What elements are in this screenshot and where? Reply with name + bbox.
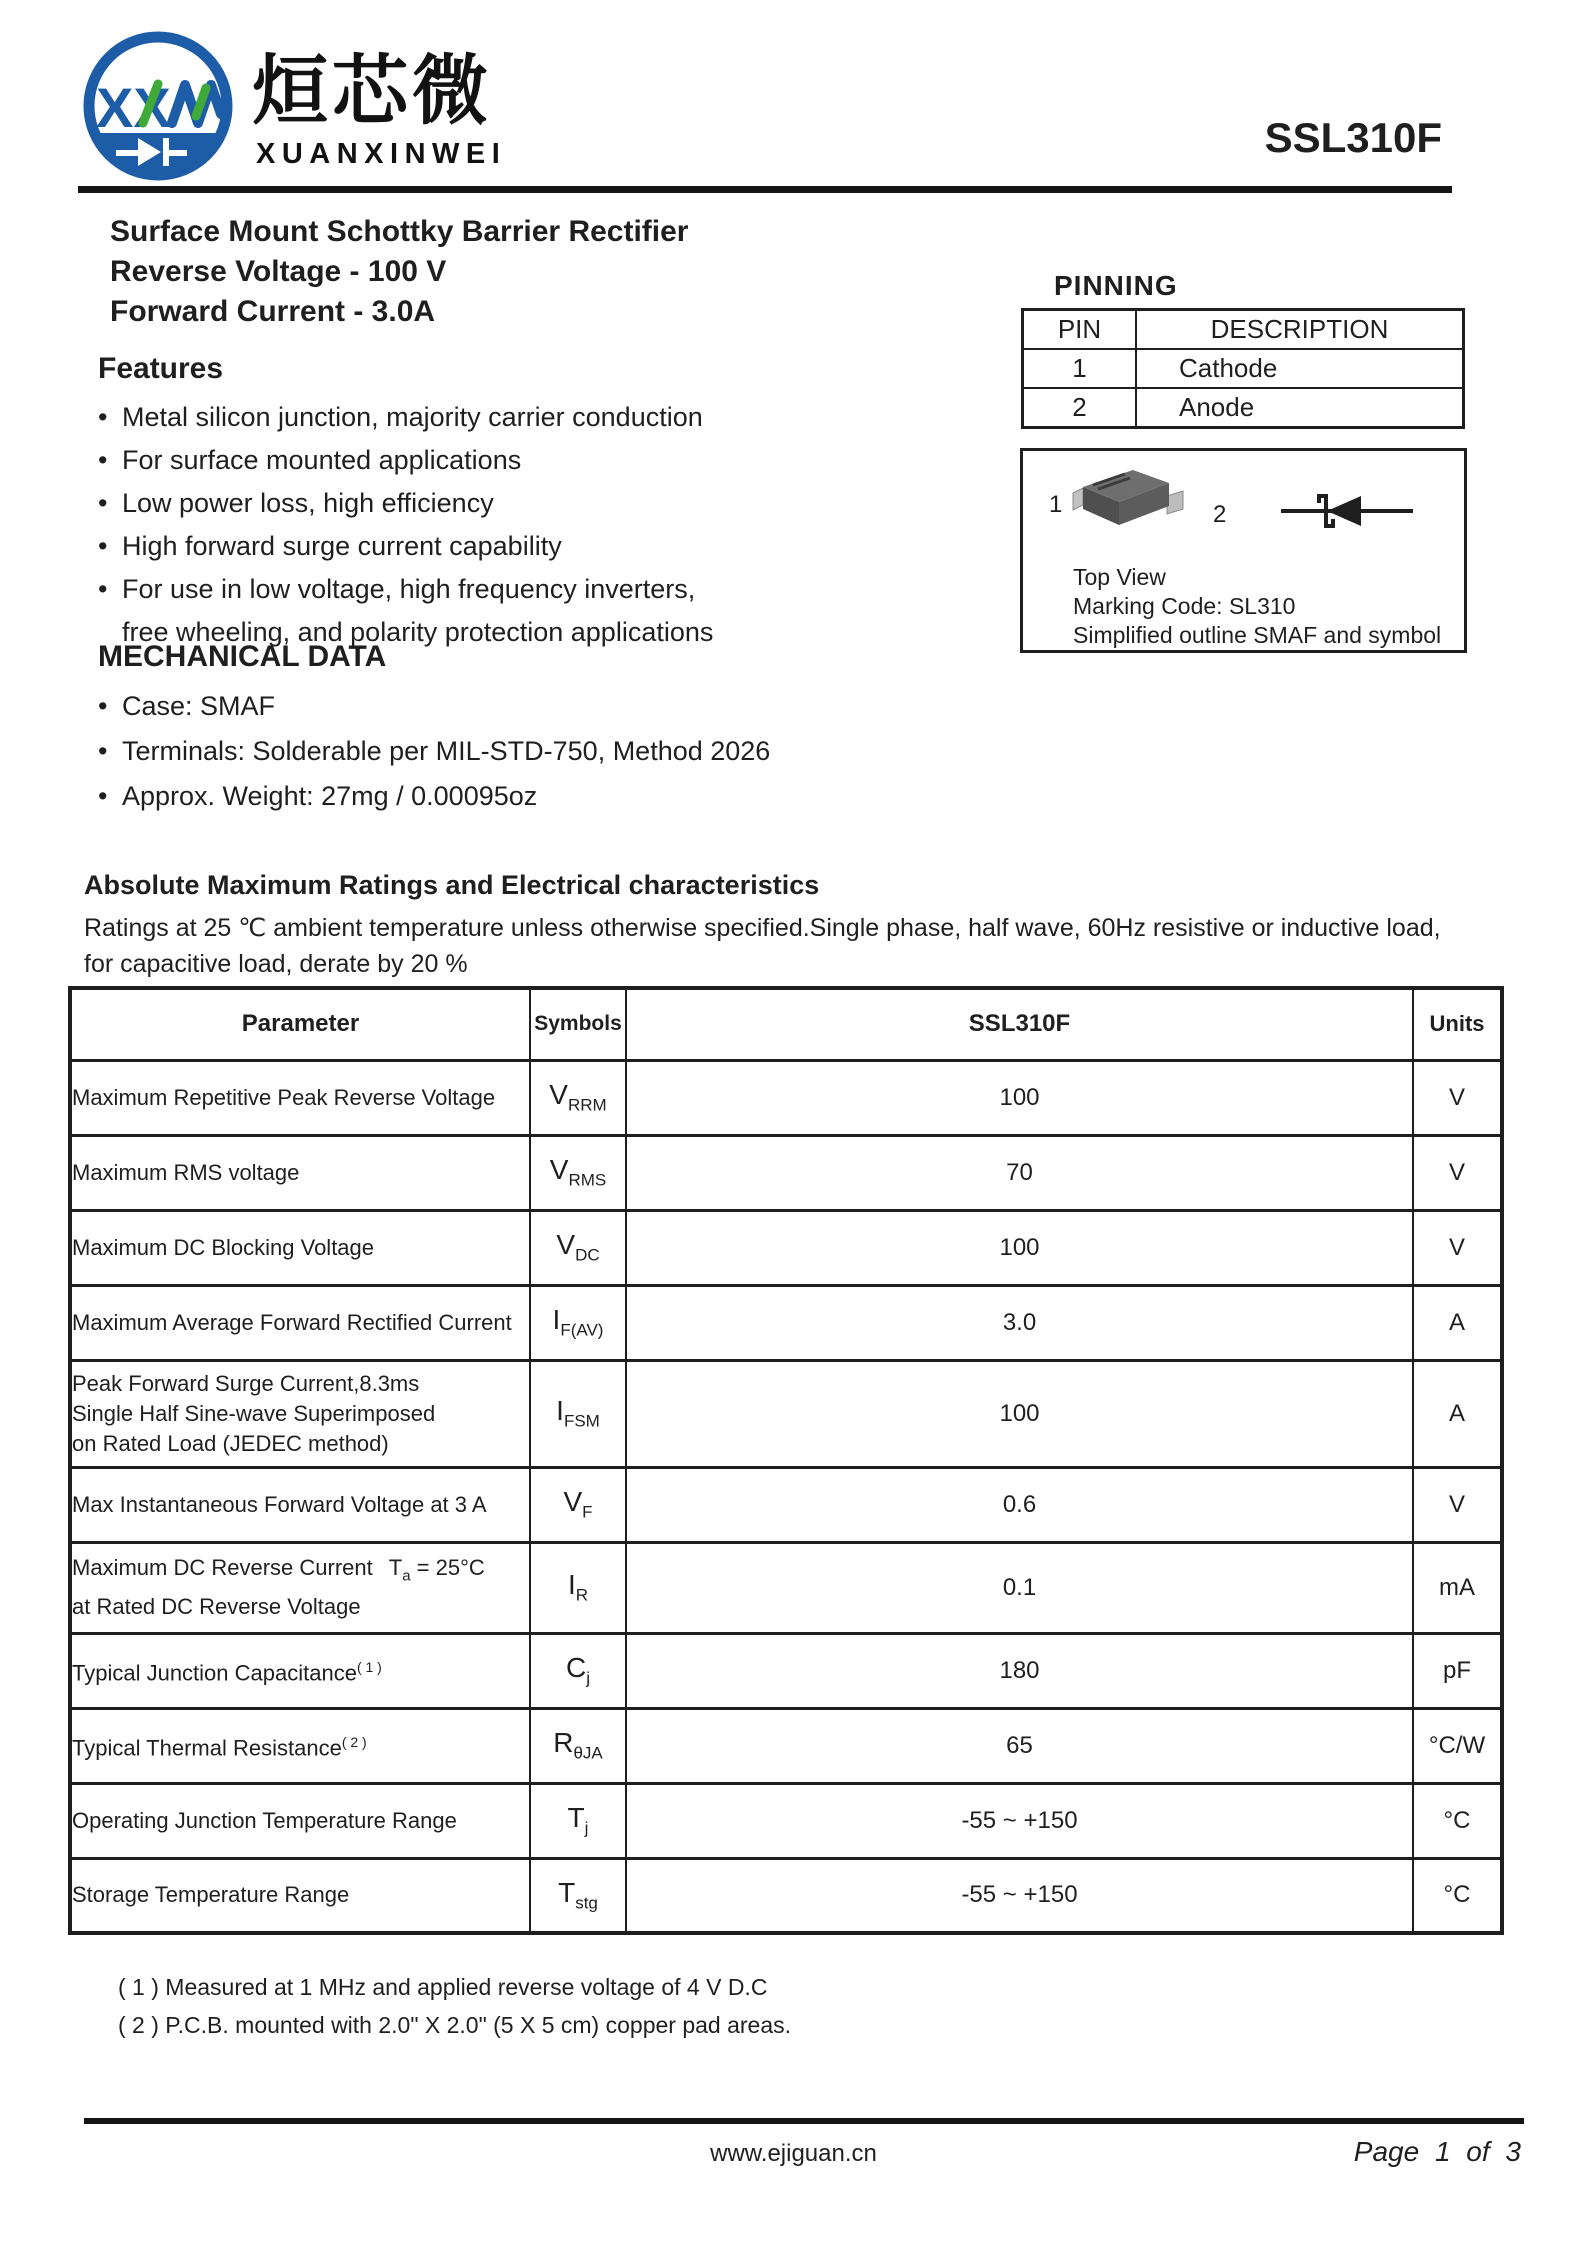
symbol-subscript: θJA	[573, 1743, 603, 1763]
ratings-row	[70, 1542, 1502, 1633]
unit-cell: °C	[1413, 1858, 1502, 1933]
unit-cell: V	[1413, 1210, 1502, 1285]
package-outline-box	[1020, 448, 1467, 653]
ratings-row	[70, 1135, 1502, 1210]
parameter-condition: $T_a = 25^\circ C$	[388, 1555, 485, 1585]
parameter-line: Typical Thermal Resistance$^{( 2 )}$	[72, 1734, 367, 1761]
bullet-icon: •	[98, 402, 108, 432]
parameter-line: at Rated DC Reverse Voltage	[72, 1593, 361, 1619]
mechanical-item	[98, 684, 770, 729]
ratings-row	[70, 1210, 1502, 1285]
parameter-line: Maximum Average Forward Rectified Current	[72, 1309, 512, 1335]
symbol-cell: $V_{RRM}$	[530, 1060, 626, 1135]
footnote-line: ( 1 ) Measured at 1 MHz and applied reverse voltage of 4 V D.C	[118, 1974, 768, 2000]
package-captions	[1073, 563, 1441, 650]
pinning-row	[1023, 388, 1464, 428]
feature-item	[98, 439, 713, 482]
ratings-header-row	[70, 988, 1502, 1060]
bullet-icon: •	[98, 736, 108, 766]
feature-item	[98, 396, 713, 439]
symbol-cell: $V_F$	[530, 1467, 626, 1542]
value-cell: 100	[626, 1360, 1413, 1467]
footer-rule	[84, 2118, 1524, 2124]
value-cell: -55 ~ +150	[626, 1783, 1413, 1858]
value-cell: 180	[626, 1633, 1413, 1708]
feature-text: Metal silicon junction, majority carrier conduction	[122, 402, 703, 432]
parameter-cell	[70, 1858, 530, 1933]
pin-description: Anode	[1136, 388, 1464, 428]
symbol-cell: $V_{RMS}$	[530, 1135, 626, 1210]
pinning-heading: PINNING	[1054, 270, 1178, 301]
feature-text: For surface mounted applications	[122, 445, 522, 475]
bullet-icon: •	[98, 531, 108, 561]
package-3d-drawing	[1071, 463, 1187, 545]
parameter-cell	[70, 1135, 530, 1210]
parameter-cell	[70, 1708, 530, 1783]
unit-cell: V	[1413, 1060, 1502, 1135]
features-section	[98, 352, 713, 654]
parameter-line: Maximum Repetitive Peak Reverse Voltage	[72, 1084, 496, 1110]
value-cell: 0.6	[626, 1467, 1413, 1542]
package-caption-marking-code: Marking Code: SL310	[1073, 593, 1296, 619]
bullet-icon: •	[98, 488, 108, 518]
mechanical-item	[98, 774, 770, 819]
ratings-note-line-1: Ratings at 25 ℃ ambient temperature unless otherwise specified.Single phase, half wave, 60Hz resistive or inductive load,	[84, 914, 1441, 942]
package-caption-outline: Simplified outline SMAF and symbol	[1073, 622, 1442, 648]
ratings-row	[70, 1060, 1502, 1135]
feature-line	[98, 525, 713, 568]
part-number: SSL310F	[1264, 114, 1442, 161]
value-cell: -55 ~ +150	[626, 1858, 1413, 1933]
ratings-row	[70, 1360, 1502, 1467]
parameter-cell	[70, 1060, 530, 1135]
value-cell: 100	[626, 1060, 1413, 1135]
feature-text: Low power loss, high efficiency	[122, 488, 494, 518]
symbol-cell: $R_{\theta JA}$	[530, 1708, 626, 1783]
symbol-subscript: stg	[575, 1893, 598, 1913]
symbol-cell: $T_{stg}$	[530, 1858, 626, 1933]
footnote-marker: ( 2 )	[341, 1734, 367, 1751]
unit-cell: V	[1413, 1467, 1502, 1542]
package-pin1-label: 1	[1049, 491, 1063, 518]
symbol-cell: $I_{F(AV)}$	[530, 1285, 626, 1360]
symbol-subscript: RMS	[568, 1170, 607, 1190]
pinning-header-row	[1023, 310, 1464, 350]
feature-text: High forward surge current capability	[122, 531, 562, 561]
header-rule	[78, 186, 1452, 193]
mechanical-heading: MECHANICAL DATA	[98, 640, 387, 673]
pin-number: 1	[1023, 349, 1137, 388]
parameter-line: Maximum DC Blocking Voltage	[72, 1234, 375, 1260]
ratings-row	[70, 1708, 1502, 1783]
schottky-diode-symbol	[1281, 489, 1413, 533]
unit-cell: mA	[1413, 1542, 1502, 1633]
symbol-cell: $T_j$	[530, 1783, 626, 1858]
bullet-icon: •	[98, 691, 108, 721]
package-pin2-label: 2	[1213, 501, 1227, 528]
parameter-line: Max Instantaneous Forward Voltage at 3 A	[72, 1491, 487, 1517]
company-logo-icon	[80, 26, 240, 186]
parameter-line: Maximum DC Reverse Current $T_a = 25^\circ C$	[72, 1555, 485, 1585]
symbol-subscript: RRM	[567, 1095, 607, 1115]
value-cell: 100	[626, 1210, 1413, 1285]
feature-text: For use in low voltage, high frequency inverters,	[122, 574, 696, 604]
parameter-line: on Rated Load (JEDEC method)	[72, 1430, 389, 1456]
symbol-subscript: FSM	[563, 1411, 600, 1431]
parameter-cell	[70, 1633, 530, 1708]
brand-name-latin: XUANXINWEI	[256, 138, 507, 170]
mechanical-item	[98, 729, 770, 774]
feature-line	[98, 439, 713, 482]
pin-description: Cathode	[1136, 349, 1464, 388]
parameter-line: Typical Junction Capacitance$^{( 1 )}$	[72, 1659, 382, 1686]
product-title	[110, 212, 688, 332]
ratings-header-cell: Symbols	[530, 988, 626, 1060]
ratings-note-line-2: for capacitive load, derate by 20 %	[84, 950, 468, 978]
title-line-2: Reverse Voltage - 100 V	[110, 255, 447, 288]
parameter-cell	[70, 1210, 530, 1285]
symbol-subscript: R	[575, 1585, 589, 1605]
mechanical-list	[98, 684, 770, 819]
symbol-subscript: F	[582, 1502, 593, 1522]
parameter-line: Peak Forward Surge Current,8.3ms	[72, 1370, 420, 1396]
footer-website: www.ejiguan.cn	[710, 2140, 877, 2167]
footnote-marker: ( 1 )	[356, 1659, 382, 1676]
symbol-subscript: F(AV)	[560, 1320, 604, 1340]
unit-cell: °C/W	[1413, 1708, 1502, 1783]
footnotes	[118, 1968, 791, 2044]
ratings-row	[70, 1467, 1502, 1542]
unit-cell: pF	[1413, 1633, 1502, 1708]
parameter-cell	[70, 1285, 530, 1360]
mechanical-text: Terminals: Solderable per MIL-STD-750, Method 2026	[122, 736, 771, 766]
symbol-cell: $V_{DC}$	[530, 1210, 626, 1285]
parameter-line: Operating Junction Temperature Range	[72, 1807, 457, 1833]
unit-cell: A	[1413, 1285, 1502, 1360]
features-list	[98, 396, 713, 654]
parameter-cell	[70, 1783, 530, 1858]
ratings-header-cell: SSL310F	[626, 988, 1413, 1060]
symbol-cell: $C_j$	[530, 1633, 626, 1708]
bullet-icon: •	[98, 574, 108, 604]
symbol-subscript: j	[584, 1818, 589, 1838]
feature-line	[98, 396, 713, 439]
parameter-line: Maximum RMS voltage	[72, 1159, 300, 1185]
value-cell: 65	[626, 1708, 1413, 1783]
title-line-1: Surface Mount Schottky Barrier Rectifier	[110, 215, 689, 248]
parameter-cell	[70, 1542, 530, 1633]
value-cell: 3.0	[626, 1285, 1413, 1360]
ratings-header-cell: Parameter	[70, 988, 530, 1060]
ratings-table	[68, 986, 1504, 1935]
ratings-row	[70, 1633, 1502, 1708]
ratings-header-cell: Units	[1413, 988, 1502, 1060]
ratings-heading: Absolute Maximum Ratings and Electrical characteristics	[84, 870, 820, 900]
feature-item	[98, 525, 713, 568]
features-heading: Features	[98, 352, 224, 385]
parameter-line: Single Half Sine-wave Superimposed	[72, 1400, 436, 1426]
title-line-3: Forward Current - 3.0A	[110, 295, 436, 328]
parameter-line: Storage Temperature Range	[72, 1882, 350, 1908]
feature-line	[98, 482, 713, 525]
feature-line	[98, 568, 713, 611]
mechanical-text: Case: SMAF	[122, 691, 276, 721]
pin-number: 2	[1023, 388, 1137, 428]
ratings-row	[70, 1858, 1502, 1933]
footnote-line: ( 2 ) P.C.B. mounted with 2.0" X 2.0" (5 X 5 cm) copper pad areas.	[118, 2012, 792, 2038]
brand-name-chinese: 烜芯微	[252, 49, 492, 134]
parameter-cell	[70, 1360, 530, 1467]
unit-cell: V	[1413, 1135, 1502, 1210]
pinning-header-cell: DESCRIPTION	[1136, 310, 1464, 350]
symbol-cell: $I_{FSM}$	[530, 1360, 626, 1467]
svg-text:XX: XX	[96, 76, 171, 139]
feature-text: free wheeling, and polarity protection applications	[122, 617, 714, 647]
pinning-table	[1021, 308, 1465, 429]
pinning-row	[1023, 349, 1464, 388]
unit-cell: °C	[1413, 1783, 1502, 1858]
bullet-icon: •	[98, 781, 108, 811]
unit-cell: A	[1413, 1360, 1502, 1467]
parameter-condition-sub: a	[402, 1567, 411, 1585]
ratings-row	[70, 1783, 1502, 1858]
feature-item	[98, 482, 713, 525]
mechanical-data-section	[98, 640, 770, 819]
symbol-subscript: j	[586, 1668, 590, 1688]
symbol-cell: $I_R$	[530, 1542, 626, 1633]
footer-page-number: Page 1 of 3	[1353, 2136, 1521, 2167]
bullet-icon: •	[98, 445, 108, 475]
value-cell: 0.1	[626, 1542, 1413, 1633]
symbol-subscript: DC	[575, 1245, 600, 1265]
package-caption-top-view: Top View	[1073, 564, 1166, 590]
pinning-header-cell: PIN	[1023, 310, 1137, 350]
ratings-note	[84, 910, 1441, 982]
ratings-row	[70, 1285, 1502, 1360]
value-cell: 70	[626, 1135, 1413, 1210]
mechanical-text: Approx. Weight: 27mg / 0.00095oz	[122, 781, 538, 811]
parameter-cell	[70, 1467, 530, 1542]
